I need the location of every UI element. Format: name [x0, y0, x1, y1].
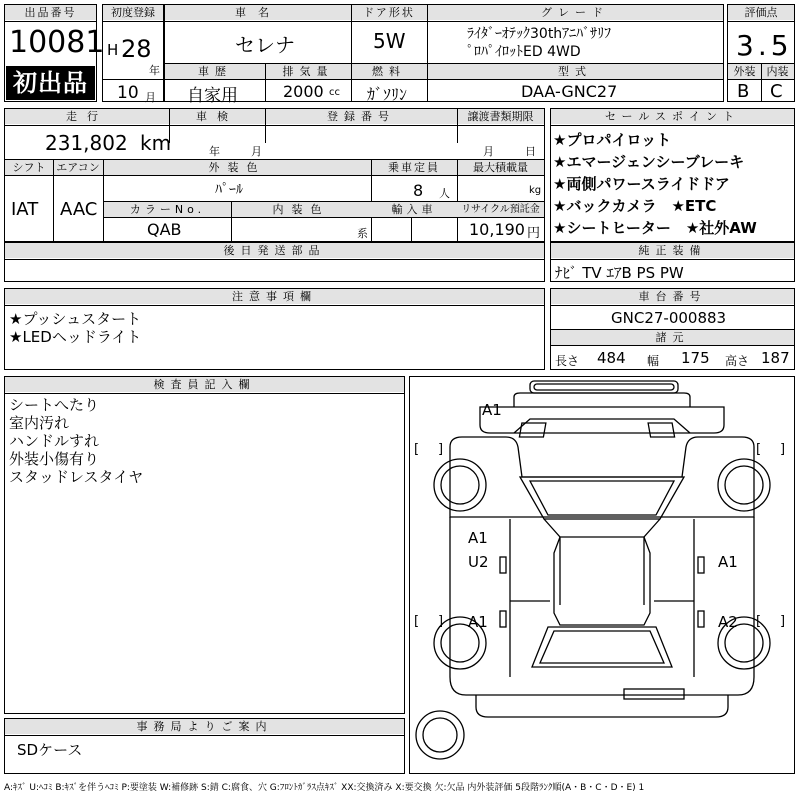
registration-month: 10 [117, 83, 139, 103]
height-value: 187 [761, 349, 790, 367]
mileage-label: 走行 [5, 109, 169, 124]
sales-points-label: セールスポイント [551, 109, 794, 124]
note-item: ★LEDヘッドライト [9, 328, 142, 346]
exterior-label: 外装 [728, 64, 761, 79]
registration-era: H [107, 41, 119, 59]
later-parts-block [4, 242, 545, 282]
car-outline-diagram [410, 377, 794, 773]
fuel-label: 燃料 [351, 64, 427, 79]
inspector-note: 外装小傷有り [9, 450, 100, 468]
sales-point: ★プロパイロット [553, 131, 672, 149]
notes-block [4, 288, 545, 370]
sales-point: ★両側パワースライドドア [553, 175, 730, 193]
door-label: ドア形状 [351, 5, 427, 20]
length-label: 長さ [555, 354, 580, 368]
max-load-label: 最大積載量 [457, 160, 544, 175]
vehicle-history: 自家用 [187, 86, 238, 106]
inspector-label: 検査員記入欄 [5, 377, 404, 392]
note-item: ★プッシュスタート [9, 310, 142, 328]
vehicle-info-block [164, 4, 724, 106]
score-label: 評価点 [728, 5, 794, 20]
model-code: DAA-GNC27 [521, 82, 618, 101]
genuine-equipment-label: 純正装備 [551, 243, 794, 258]
exterior-grade: B [737, 81, 750, 102]
ac-value: AAC [60, 199, 98, 220]
shift-label: シフト [5, 160, 53, 175]
first-registration-label: 初度登録 [103, 5, 163, 20]
inspector-note: 室内汚れ [9, 414, 70, 432]
score-cell [727, 4, 795, 102]
exterior-color: ﾊﾟｰﾙ [215, 182, 243, 198]
specs-label: 諸元 [551, 330, 794, 345]
capacity-unit: 人 [439, 187, 450, 200]
height-label: 高さ [725, 354, 750, 368]
lot-number-cell [4, 4, 105, 102]
office-note: SDケース [17, 741, 83, 759]
transfer-deadline-label: 譲渡書類期限 [457, 109, 544, 124]
svg-text:[: [ [414, 614, 420, 629]
width-label: 幅 [647, 354, 660, 368]
car-name: セレナ [235, 33, 295, 57]
svg-text:[: [ [756, 614, 762, 629]
inspection-label: 車検 [169, 109, 265, 124]
svg-text:]: ] [780, 442, 786, 457]
grade-label: グレード [427, 5, 723, 20]
svg-text:]: ] [438, 614, 444, 629]
damage-diagram [409, 376, 795, 774]
inspector-note: シートへたり [9, 396, 100, 414]
damage-mark-left-front-door-dent: U2 [468, 553, 489, 571]
shift-value: IAT [11, 199, 39, 220]
grade-line-2: ﾟﾛﾊﾟｲﾛｯﾄED 4WD [467, 44, 581, 60]
damage-mark-right-front-door: A1 [718, 553, 738, 571]
office-label: 事務局よりご案内 [5, 719, 404, 734]
overall-score: 3.5 [736, 29, 793, 62]
displacement-label: 排気量 [265, 64, 351, 79]
damage-mark-left-rear-door: A1 [468, 613, 488, 631]
grade-line-1: ﾗｲﾀﾞｰｵﾃｯｸ30thｱﾆﾊﾞｻﾘﾌ [467, 26, 612, 42]
lot-number: 10081 [9, 25, 105, 60]
inspector-block [4, 376, 405, 714]
fuel-type: ｶﾞｿﾘﾝ [367, 85, 408, 104]
interior-label: 内装 [761, 64, 794, 79]
svg-text:[: [ [414, 442, 420, 457]
transfer-month-unit: 月 [483, 145, 494, 158]
chassis-label: 車台番号 [551, 289, 794, 304]
inspection-year-unit: 年 [209, 145, 220, 158]
damage-mark-front: A1 [482, 401, 502, 419]
door-type: 5W [373, 29, 406, 53]
damage-mark-left-front-door: A1 [468, 529, 488, 547]
notes-label: 注意事項欄 [5, 289, 544, 304]
sales-points-block [550, 108, 795, 242]
office-block [4, 718, 405, 774]
capacity-label: 乗車定員 [371, 160, 457, 175]
inspector-note: ハンドルすれ [9, 432, 100, 450]
color-number-label: カラーNo. [104, 202, 231, 217]
svg-text:[: [ [756, 442, 762, 457]
interior-color-label: 内装色 [231, 202, 371, 217]
history-label: 車歴 [165, 64, 265, 79]
width-value: 175 [681, 349, 710, 367]
load-unit: kg [529, 185, 542, 196]
damage-mark-right-rear-door: A2 [718, 613, 738, 631]
recycle-deposit: 10,190 [469, 220, 525, 239]
import-label: 輸入車 [371, 202, 457, 217]
svg-text:]: ] [780, 614, 786, 629]
first-registration-cell [102, 4, 164, 102]
mileage-unit: km [140, 131, 172, 155]
ac-label: エアコン [53, 160, 103, 175]
recycle-unit: 円 [527, 226, 541, 241]
transfer-day-unit: 日 [525, 145, 536, 158]
registration-year: 28 [121, 35, 152, 63]
mileage-value: 231,802 [45, 131, 128, 155]
exterior-color-label: 外装色 [103, 160, 371, 175]
details-block [4, 108, 545, 242]
car-name-label: 車名 [165, 5, 351, 20]
sales-point: ★バックカメラ ★ETC [553, 197, 717, 215]
color-number: QAB [147, 220, 182, 239]
interior-color-unit: 系 [357, 227, 368, 240]
displacement-unit: cc [329, 87, 340, 98]
inspector-note: スタッドレスタイヤ [9, 468, 144, 486]
capacity-value: 8 [413, 181, 424, 200]
chassis-block [550, 288, 795, 370]
interior-grade: C [770, 81, 783, 102]
sales-point: ★エマージェンシーブレーキ [553, 153, 745, 171]
svg-text:]: ] [438, 442, 444, 457]
inspection-month-unit: 月 [251, 145, 262, 158]
month-unit: 月 [145, 91, 156, 104]
year-unit: 年 [149, 64, 160, 77]
length-value: 484 [597, 349, 626, 367]
model-label: 型式 [427, 64, 723, 79]
damage-code-legend: A:ｷｽﾞ U:ﾍｺﾐ B:ｷｽﾞを伴うﾍｺﾐ P:要塗装 W:補修跡 S:錆 C:腐食、穴 G:ﾌﾛﾝﾄｶﾞﾗｽ点ｷｽﾞ XX:交換済み X:要交換 欠:欠品 内外装評価 5段階ﾗﾝｸ順(A・B・C・D・E) 1 [4, 783, 645, 793]
genuine-equipment-block [550, 242, 795, 282]
registration-number-label: 登録番号 [265, 109, 457, 124]
first-listing-badge: 初出品 [6, 66, 95, 100]
recycle-deposit-label: リサイクル預託金 [457, 202, 544, 217]
displacement: 2000 [283, 82, 324, 101]
sales-point: ★シートヒーター ★社外AW [553, 219, 757, 237]
genuine-equipment: ﾅﾋﾞ TV ｴｱB PS PW [555, 264, 684, 282]
later-parts-label: 後日発送部品 [5, 243, 544, 258]
chassis-number: GNC27-000883 [611, 309, 727, 327]
lot-number-label: 出品番号 [5, 5, 96, 20]
